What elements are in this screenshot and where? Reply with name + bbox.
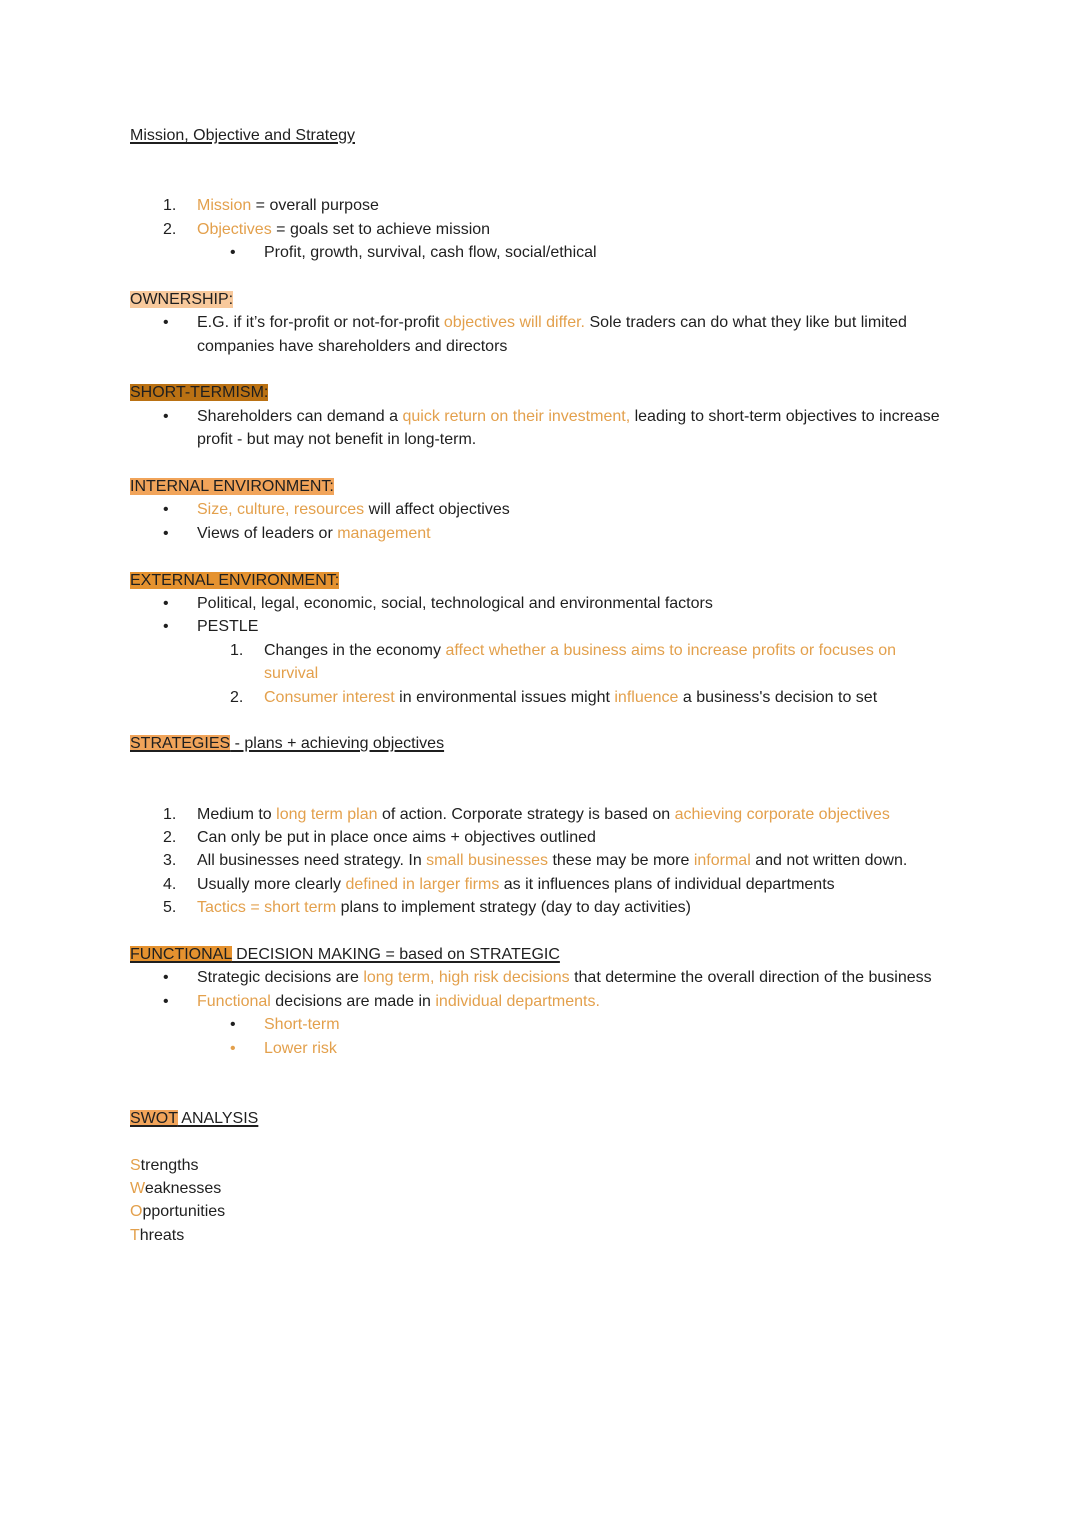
list-item	[130, 873, 952, 896]
list-item	[130, 990, 952, 1013]
list-item	[130, 896, 952, 919]
orange-text: objectives will differ.	[443, 314, 585, 332]
list-item-text	[197, 990, 952, 1013]
list-marker: •	[163, 595, 169, 613]
list-marker: •	[230, 1016, 236, 1034]
list-item-text	[197, 218, 952, 241]
list-marker: 2.	[163, 829, 177, 847]
text-run: hreats	[139, 1226, 185, 1244]
orange-text: Tactics = short term	[197, 899, 337, 917]
blank-line	[130, 756, 952, 779]
list-marker: •	[163, 314, 169, 332]
blank-line	[130, 264, 952, 287]
blank-line	[130, 709, 952, 732]
list-item	[130, 218, 952, 241]
list-marker: •	[163, 969, 169, 987]
list-item	[130, 405, 952, 452]
text-run: Changes in the economy	[264, 641, 446, 659]
list-marker: •	[163, 992, 169, 1010]
list-item-text	[264, 1037, 952, 1060]
orange-text: small businesses	[426, 852, 548, 870]
text-run: Views of leaders or	[197, 524, 338, 542]
orange-text: informal	[693, 852, 751, 870]
list-marker: 1.	[230, 641, 244, 659]
blank-line	[130, 171, 952, 194]
text-run: - plans + achieving objectives	[230, 735, 445, 753]
list-item	[130, 1037, 952, 1060]
list-marker: •	[163, 618, 169, 636]
list-item	[130, 849, 952, 872]
section-heading	[130, 381, 952, 404]
list-item-text	[197, 849, 952, 872]
list-marker: 4.	[163, 875, 177, 893]
text-run: in environmental issues might	[394, 688, 615, 706]
orange-text: influence	[614, 688, 679, 706]
orange-text: O	[130, 1203, 143, 1221]
list-marker: •	[163, 524, 169, 542]
list-item-text	[197, 194, 952, 217]
text-run: Can only be put in place once aims + objectives outlined	[197, 829, 596, 847]
text-run: decisions are made in	[270, 992, 436, 1010]
list-item	[130, 311, 952, 358]
text-run: pportunities	[142, 1203, 226, 1221]
list-marker: •	[163, 501, 169, 519]
section-heading	[130, 1107, 952, 1130]
list-item	[130, 615, 952, 638]
list-item	[130, 498, 952, 521]
text-run: Usually more clearly	[197, 875, 346, 893]
list-item-text	[197, 615, 952, 638]
highlighted-text: SWOT	[130, 1109, 178, 1127]
orange-text: Functional	[197, 992, 271, 1010]
blank-line	[130, 358, 952, 381]
text-run: Mission, Objective and Strategy	[130, 127, 355, 144]
orange-text: Lower risk	[264, 1039, 337, 1057]
list-item	[130, 241, 952, 264]
highlighted-text: OWNERSHIP:	[130, 290, 234, 308]
text-run: a business's decision to set	[678, 688, 878, 706]
blank-line	[130, 779, 952, 802]
highlighted-text: SHORT-TERMISM:	[130, 384, 269, 402]
orange-text: Objectives	[197, 220, 272, 238]
list-item	[130, 803, 952, 826]
section-heading	[130, 475, 952, 498]
text-run: ANALYSIS	[177, 1109, 259, 1127]
list-item-text	[197, 498, 952, 521]
text-run: of action. Corporate strategy is based on	[377, 805, 675, 823]
document-body	[130, 124, 952, 1247]
list-item-text	[197, 592, 952, 615]
text-run: as it influences plans of individual departments	[499, 875, 835, 893]
text-run: eaknesses	[144, 1180, 222, 1198]
list-item-text	[197, 873, 952, 896]
list-item-text	[264, 639, 952, 686]
list-marker: 1.	[163, 805, 177, 823]
paragraph	[130, 1200, 952, 1223]
list-item	[130, 686, 952, 709]
text-run: plans to implement strategy (day to day activities)	[336, 899, 691, 917]
text-run: Profit, growth, survival, cash flow, social/ethical	[264, 244, 597, 261]
text-run: and not written down.	[750, 852, 908, 870]
orange-text: S	[130, 1156, 141, 1174]
orange-text: quick return on their investment,	[402, 407, 631, 425]
blank-line	[130, 147, 952, 170]
list-item-text	[197, 311, 952, 358]
list-marker: 3.	[163, 852, 177, 870]
list-item	[130, 966, 952, 989]
list-marker: 2.	[230, 688, 244, 706]
orange-text: long term plan	[276, 805, 378, 823]
blank-line	[130, 920, 952, 943]
list-item-text	[197, 522, 952, 545]
blank-line	[130, 1083, 952, 1106]
orange-text: W	[130, 1180, 145, 1198]
text-run: these may be more	[548, 852, 694, 870]
orange-text: individual departments.	[435, 992, 600, 1010]
list-marker: 1.	[163, 197, 177, 215]
list-marker: 2.	[163, 220, 177, 238]
orange-text: Mission	[197, 197, 252, 215]
text-run: Political, legal, economic, social, technological and environmental factors	[197, 595, 713, 613]
list-item-text	[264, 686, 952, 709]
text-run: = goals set to achieve mission	[271, 220, 491, 238]
list-item-text	[197, 826, 952, 849]
text-run: Sole traders can do what they like but limited companies have shareholders and directors	[197, 314, 907, 355]
list-item	[130, 1013, 952, 1036]
list-item-text	[264, 1013, 952, 1036]
text-run: PESTLE	[197, 618, 259, 636]
paragraph	[130, 1224, 952, 1247]
list-item	[130, 194, 952, 217]
list-item-text	[197, 405, 952, 452]
text-run: leading to short-term objectives to increase profit - but may not benefit in long-term.	[197, 407, 940, 449]
list-item	[130, 522, 952, 545]
highlighted-text: EXTERNAL ENVIRONMENT:	[130, 571, 340, 589]
highlighted-text: FUNCTIONAL	[130, 946, 232, 964]
list-item-text	[197, 966, 952, 989]
list-marker: •	[163, 407, 169, 425]
paragraph	[130, 1177, 952, 1200]
text-run: that determine the overall direction of the business	[569, 969, 932, 987]
text-run: Shareholders can demand a	[197, 407, 403, 425]
text-run: Strategic decisions are	[197, 969, 364, 987]
text-run: will affect objectives	[364, 501, 510, 519]
list-item-text	[264, 241, 952, 264]
orange-text: long term, high risk decisions	[363, 969, 570, 987]
text-run: DECISION MAKING = based on STRATEGIC	[231, 946, 560, 964]
highlighted-text: STRATEGIES	[130, 735, 231, 753]
blank-line	[130, 1060, 952, 1083]
orange-text: Short-term	[264, 1016, 340, 1034]
list-item	[130, 592, 952, 615]
list-marker: •	[230, 244, 236, 261]
list-item-text	[197, 803, 952, 826]
orange-text: defined in larger firms	[345, 875, 500, 893]
list-item	[130, 639, 952, 686]
paragraph	[130, 1154, 952, 1177]
blank-line	[130, 1130, 952, 1153]
section-heading	[130, 124, 952, 147]
orange-text: affect whether a business aims to increase profits or focuses on survival	[264, 641, 897, 683]
orange-text: management	[337, 524, 431, 542]
section-heading	[130, 569, 952, 592]
section-heading	[130, 943, 952, 966]
text-run: Medium to	[197, 805, 277, 823]
text-run: trengths	[140, 1156, 199, 1174]
text-run: All businesses need strategy. In	[197, 852, 427, 870]
orange-text: Consumer interest	[264, 688, 395, 706]
highlighted-text: INTERNAL ENVIRONMENT:	[130, 478, 334, 496]
orange-text: T	[130, 1226, 140, 1244]
section-heading	[130, 288, 952, 311]
list-item-text	[197, 896, 952, 919]
orange-text: achieving corporate objectives	[674, 805, 890, 823]
text-run: = overall purpose	[251, 197, 379, 215]
list-marker: •	[230, 1039, 236, 1057]
blank-line	[130, 545, 952, 568]
blank-line	[130, 452, 952, 475]
orange-text: Size, culture, resources	[197, 501, 365, 519]
list-marker: 5.	[163, 899, 177, 917]
text-run: E.G. if it’s for-profit or not-for-profit	[197, 314, 444, 332]
section-heading	[130, 732, 952, 755]
list-item	[130, 826, 952, 849]
